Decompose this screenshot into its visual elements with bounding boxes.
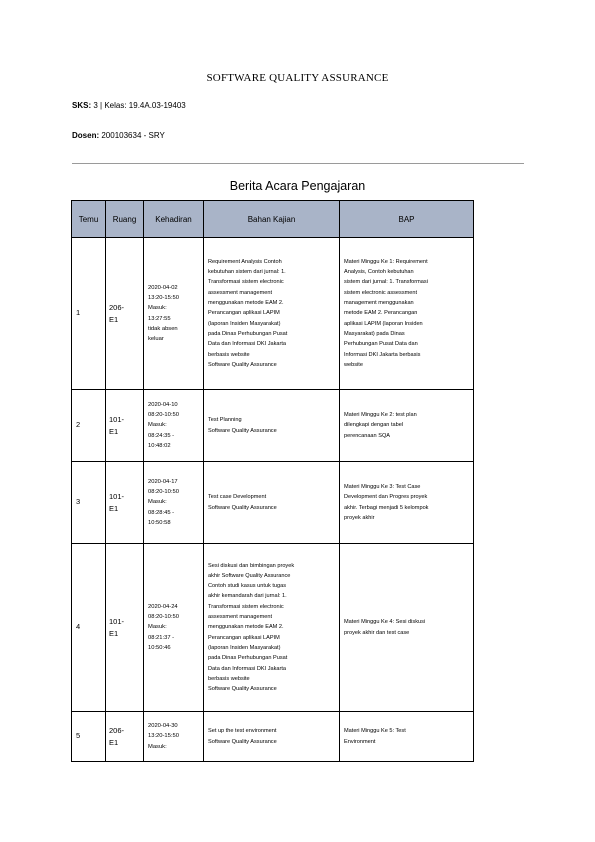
cell-temu: 4: [72, 544, 106, 712]
cell-bahan-kajian: [204, 712, 340, 762]
cell-bahan-kajian-line: Software Quality Assurance: [208, 504, 277, 511]
cell-bap-line: dilengkapi dengan tabel: [344, 422, 404, 429]
cell-kehadiran-line: Masuk:: [148, 624, 167, 631]
cell-kehadiran-line: 2020-04-10: [148, 401, 178, 408]
cell-bahan-kajian-line: pada Dinas Perhubungan Pusat: [208, 655, 288, 662]
cell-bap-line: Materi Minggu Ke 1: Requirement: [344, 258, 428, 265]
cell-kehadiran-line: Masuk:: [148, 499, 167, 506]
cell-bap-line: Development dan Progres proyek: [344, 494, 428, 501]
cell-ruang-line: E1: [109, 628, 119, 638]
cell-kehadiran: [144, 544, 204, 712]
cell-bahan-kajian-line: Test case Development: [208, 494, 267, 501]
cell-temu: 5: [72, 712, 106, 762]
cell-bahan-kajian-line: Software Quality Assurance: [208, 361, 277, 368]
cell-bahan-kajian-line: Set up the test environment: [208, 728, 277, 735]
cell-bap-line: Materi Minggu Ke 2: test plan: [344, 412, 417, 419]
cell-bap-line: perencanaan SQA: [344, 432, 391, 439]
cell-bap-line: metode EAM 2. Perancangan: [344, 310, 418, 317]
cell-kehadiran: [144, 238, 204, 390]
cell-bap: [340, 712, 474, 762]
cell-kehadiran-line: 10:48:02: [148, 442, 171, 449]
cell-kehadiran-line: 13:20-15:50: [148, 733, 179, 740]
cell-kehadiran-line: 13:27:55: [148, 315, 171, 322]
cell-bap-line: Materi Minggu Ke 5: Test: [344, 728, 406, 735]
cell-kehadiran-line: 2020-04-17: [148, 478, 178, 485]
cell-kehadiran-line: 08:28:45 -: [148, 509, 175, 516]
cell-ruang-line: E1: [109, 426, 119, 436]
cell-bahan-kajian-line: kebutuhan sistem dari jurnal: 1.: [208, 269, 286, 276]
cell-bap-line: proyek akhir: [344, 514, 375, 521]
cell-kehadiran-line: 10:50:58: [148, 519, 171, 526]
cell-kehadiran-line: 08:21:37 -: [148, 634, 175, 641]
cell-bahan-kajian-line: Data dan Informasi DKI Jakarta: [208, 341, 287, 348]
cell-bahan-kajian: [204, 390, 340, 462]
cell-bahan-kajian-line: assessment management: [208, 289, 273, 296]
cell-bap-line: Masyarakat) pada Dinas: [344, 330, 405, 337]
cell-temu: 3: [72, 462, 106, 544]
cell-ruang: [106, 712, 144, 762]
cell-kehadiran-line: 08:24:35 -: [148, 432, 175, 439]
cell-ruang-line: 101-: [109, 616, 125, 626]
table-row: [72, 712, 474, 762]
cell-bap-line: sistem electronic assessment: [344, 289, 418, 296]
cell-kehadiran-line: 2020-04-02: [148, 284, 178, 291]
cell-temu: 2: [72, 390, 106, 462]
cell-kehadiran-line: Masuk:: [148, 422, 167, 429]
cell-kehadiran-line: keluar: [148, 336, 164, 343]
cell-bahan-kajian-line: berbasis website: [208, 351, 250, 358]
table-row: [72, 390, 474, 462]
cell-kehadiran-line: Masuk:: [148, 743, 167, 750]
cell-bap-line: Materi Minggu Ke 3: Test Case: [344, 483, 421, 490]
cell-bahan-kajian-line: berbasis website: [208, 675, 250, 682]
cell-ruang: [106, 544, 144, 712]
cell-bap-line: website: [344, 361, 363, 368]
cell-kehadiran-line: Masuk:: [148, 305, 167, 312]
table-header-row: [72, 201, 474, 238]
cell-ruang: [106, 390, 144, 462]
cell-bahan-kajian-line: akhir kemandarah dari jurnal: 1.: [208, 593, 287, 600]
cell-bahan-kajian-line: assessment management: [208, 614, 273, 621]
cell-bap-line: Analysis, Contoh kebutuhan: [344, 269, 414, 276]
cell-bahan-kajian: [204, 238, 340, 390]
cell-bahan-kajian-line: Software Quality Assurance: [208, 686, 277, 693]
cell-kehadiran-line: 08:20-10:50: [148, 412, 179, 419]
cell-kehadiran-line: 13:20-15:50: [148, 294, 179, 301]
cell-bap-line: Perhubungan Pusat Data dan: [344, 341, 418, 348]
dosen-label: Dosen:: [72, 131, 100, 140]
section-title: Berita Acara Pengajaran: [229, 179, 366, 193]
cell-kehadiran-line: 2020-04-30: [148, 723, 178, 730]
cell-bahan-kajian: [204, 462, 340, 544]
cell-bahan-kajian-line: Requirement Analysis Contoh: [208, 258, 282, 265]
lecturer-info: [72, 131, 165, 140]
table-row: [72, 544, 474, 712]
cell-bap-line: management menggunakan: [344, 300, 414, 307]
cell-bahan-kajian-line: Contoh studi kasus untuk tugas: [208, 583, 287, 590]
cell-bap-line: Environment: [344, 738, 376, 745]
cell-bap-line: aplikasi LAPIM (laporan Insiden: [344, 320, 423, 327]
cell-bahan-kajian-line: akhir Software Quality Assurance: [208, 572, 291, 579]
cell-ruang-line: 206-: [109, 302, 125, 312]
cell-bap-line: Materi Minggu Ke 4: Sesi diskusi: [344, 619, 426, 626]
cell-kehadiran-line: 08:20-10:50: [148, 614, 179, 621]
header-bap: BAP: [340, 201, 474, 238]
cell-bahan-kajian-line: Transformasi sistem electronic: [208, 603, 284, 610]
cell-ruang: [106, 462, 144, 544]
cell-bap-line: proyek akhir dan test case: [344, 629, 410, 636]
cell-bap: [340, 544, 474, 712]
header-temu: Temu: [72, 201, 106, 238]
cell-ruang-line: 206-: [109, 725, 125, 735]
cell-bahan-kajian-line: Software Quality Assurance: [208, 738, 277, 745]
cell-bap-line: akhir. Terbagi menjadi 5 kelompok: [344, 504, 429, 511]
cell-kehadiran-line: 10:50:46: [148, 644, 171, 651]
course-info: [72, 101, 186, 110]
table-row: [72, 462, 474, 544]
sks-label: SKS:: [72, 101, 92, 110]
cell-bahan-kajian-line: menggunakan metode EAM 2.: [208, 300, 284, 307]
cell-bahan-kajian-line: Test Planning: [208, 417, 242, 424]
cell-bahan-kajian-line: (laporan Insiden Masyarakat): [208, 320, 281, 327]
divider: [72, 163, 524, 164]
cell-ruang-line: 101-: [109, 491, 125, 501]
cell-kehadiran-line: 08:20-10:50: [148, 489, 179, 496]
cell-kehadiran: [144, 462, 204, 544]
dosen-value: 200103634 - SRY: [101, 131, 165, 140]
cell-bap: [340, 390, 474, 462]
cell-kehadiran: [144, 390, 204, 462]
document-title: SOFTWARE QUALITY ASSURANCE: [206, 72, 389, 84]
header-bahan-kajian: Bahan Kajian: [204, 201, 340, 238]
header-kehadiran: Kehadiran: [144, 201, 204, 238]
cell-bahan-kajian-line: Perancangan aplikasi LAPIM: [208, 634, 280, 641]
cell-bap: [340, 238, 474, 390]
cell-bap-line: Informasi DKI Jakarta berbasis: [344, 351, 421, 358]
cell-bap-line: sistem dari jurnal: 1. Transformasi: [344, 279, 428, 286]
cell-bap: [340, 462, 474, 544]
teaching-record-table: [71, 200, 474, 762]
cell-bahan-kajian-line: Data dan Informasi DKI Jakarta: [208, 665, 287, 672]
cell-bahan-kajian-line: Perancangan aplikasi LAPIM: [208, 310, 280, 317]
cell-bahan-kajian-line: Sesi diskusi dan bimbingan proyek: [208, 562, 295, 569]
cell-kehadiran: [144, 712, 204, 762]
cell-bahan-kajian-line: Transformasi sistem electronic: [208, 279, 284, 286]
cell-kehadiran-line: tidak absen: [148, 325, 178, 332]
sks-value: 3 | Kelas: 19.4A.03-19403: [93, 101, 186, 110]
cell-bahan-kajian-line: Software Quality Assurance: [208, 427, 277, 434]
cell-ruang-line: E1: [109, 503, 119, 513]
table-row: [72, 238, 474, 390]
cell-ruang: [106, 238, 144, 390]
cell-ruang-line: E1: [109, 737, 119, 747]
cell-ruang-line: 101-: [109, 414, 125, 424]
header-ruang: Ruang: [106, 201, 144, 238]
cell-bahan-kajian-line: pada Dinas Perhubungan Pusat: [208, 330, 288, 337]
cell-ruang-line: E1: [109, 314, 119, 324]
cell-bahan-kajian-line: (laporan Insiden Masyarakat): [208, 644, 281, 651]
cell-bahan-kajian-line: menggunakan metode EAM 2.: [208, 624, 284, 631]
cell-kehadiran-line: 2020-04-24: [148, 603, 178, 610]
cell-bahan-kajian: [204, 544, 340, 712]
cell-temu: 1: [72, 238, 106, 390]
